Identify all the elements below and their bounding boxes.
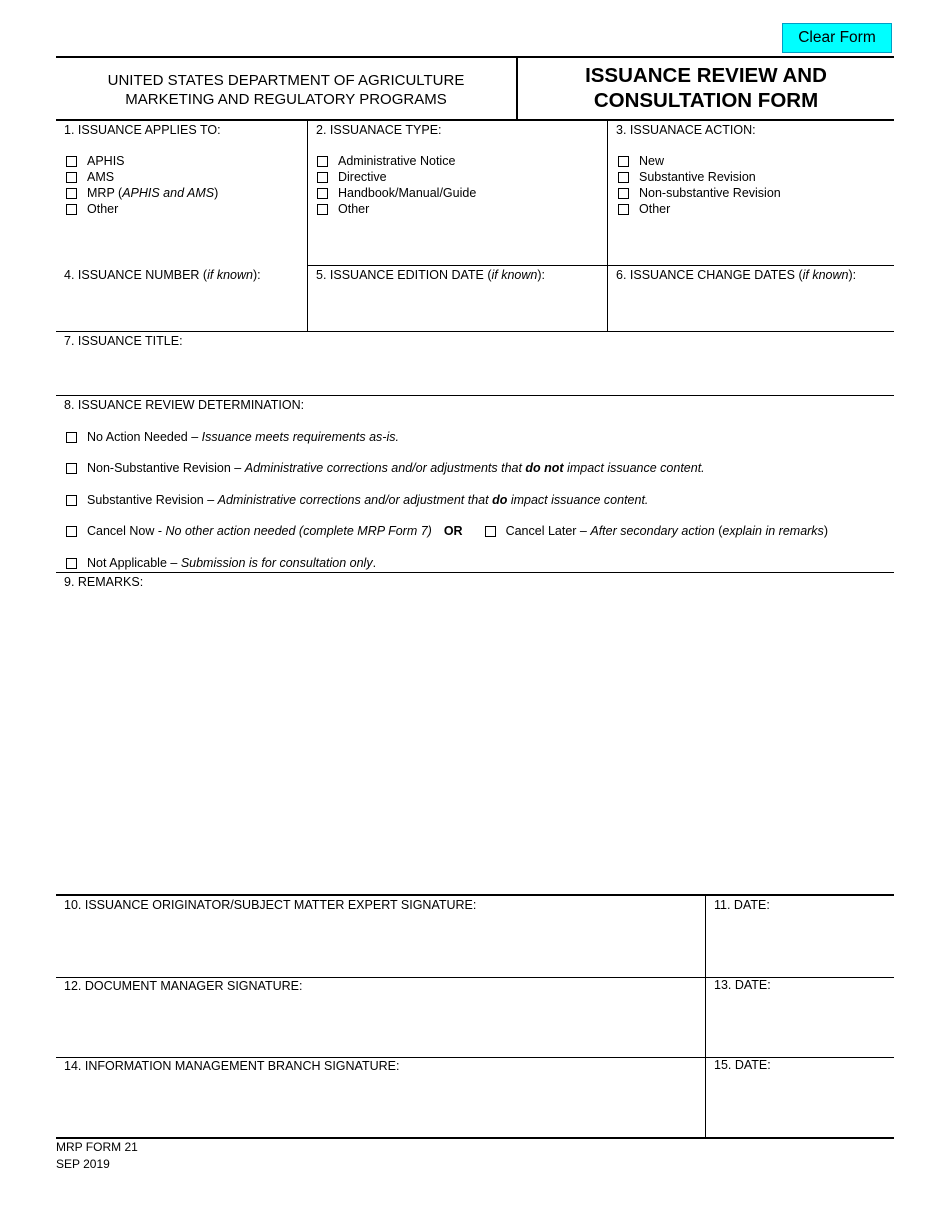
signature-bottom-rule: [56, 1137, 894, 1139]
type-handbook-option[interactable]: [317, 186, 476, 200]
header-bottom-rule: [56, 119, 894, 121]
not-applicable-label-italic: Submission is for consultation only: [180, 556, 373, 570]
handbook-label: Handbook/Manual/Guide: [338, 186, 477, 200]
not-applicable-label-a: Not Applicable –: [87, 556, 181, 570]
document-manager-date-label: 13. DATE:: [714, 978, 771, 992]
aphis-checkbox[interactable]: [66, 156, 77, 167]
cancel-option-row: [66, 524, 828, 538]
non-substantive-label-a: Non-Substantive Revision –: [87, 461, 245, 475]
action-substantive-option[interactable]: [618, 170, 756, 184]
document-manager-signature-label: 12. DOCUMENT MANAGER SIGNATURE:: [64, 979, 303, 993]
section6-label: [616, 268, 856, 282]
not-applicable-label: [87, 556, 376, 570]
or-label: OR: [443, 524, 463, 538]
non-substantive-label: [87, 461, 705, 475]
applies-ams-option[interactable]: [66, 170, 114, 184]
header-top-rule: [56, 56, 894, 58]
section6-label-italic: if known: [802, 268, 849, 282]
clear-form-button[interactable]: Clear Form: [782, 23, 892, 53]
no-action-checkbox[interactable]: [66, 432, 77, 443]
no-action-label: [87, 430, 399, 444]
remarks-field[interactable]: [60, 594, 890, 890]
document-manager-signature-field[interactable]: [60, 997, 700, 1053]
section4-label-italic: if known: [207, 268, 253, 282]
cancel-later-label-italic: After secondary action: [590, 524, 715, 538]
substantive-label-end: impact issuance content.: [507, 493, 649, 507]
applies-other-checkbox[interactable]: [66, 204, 77, 215]
form-title-line-1: ISSUANCE REVIEW AND: [585, 64, 827, 87]
row1-bottom-rule: [307, 265, 894, 266]
row1-divider-2: [607, 121, 608, 331]
issuance-change-dates-field[interactable]: [611, 286, 891, 328]
cancel-later-checkbox[interactable]: [485, 526, 496, 537]
non-substantive-revision-checkbox[interactable]: [618, 188, 629, 199]
ams-checkbox[interactable]: [66, 172, 77, 183]
action-other-option[interactable]: [618, 202, 670, 216]
directive-label: Directive: [338, 170, 387, 184]
section4-label-a: 4. ISSUANCE NUMBER (: [64, 268, 208, 282]
signature-top-rule: [56, 894, 894, 896]
row2-bottom-rule: [56, 331, 894, 332]
type-directive-option[interactable]: [317, 170, 387, 184]
substantive-label: [87, 493, 648, 507]
originator-signature-label: 10. ISSUANCE ORIGINATOR/SUBJECT MATTER EXPERT SIGNATURE:: [64, 898, 477, 912]
type-admin-notice-option[interactable]: [317, 154, 455, 168]
form-number: MRP FORM 21: [56, 1140, 138, 1154]
directive-checkbox[interactable]: [317, 172, 328, 183]
originator-date-field[interactable]: [709, 916, 891, 974]
ams-label: AMS: [87, 170, 115, 184]
action-non-substantive-option[interactable]: [618, 186, 781, 200]
aphis-label: APHIS: [87, 154, 125, 168]
section5-label-c: ):: [537, 268, 545, 282]
section7-label: 7. ISSUANCE TITLE:: [64, 334, 183, 348]
section6-label-a: 6. ISSUANCE CHANGE DATES (: [616, 268, 803, 282]
issuance-title-field[interactable]: [60, 352, 890, 392]
section8-bottom-rule: [56, 572, 894, 573]
mrp-checkbox[interactable]: [66, 188, 77, 199]
substantive-label-italic: Administrative corrections and/or adjustment that: [217, 493, 493, 507]
mrp-label-a: MRP (: [87, 186, 123, 200]
substantive-option[interactable]: [66, 493, 648, 507]
no-action-label-a: No Action Needed –: [87, 430, 202, 444]
form-revision-date: SEP 2019: [56, 1157, 110, 1171]
substantive-revision-label: Substantive Revision: [639, 170, 756, 184]
non-substantive-revision-label: Non-substantive Revision: [639, 186, 781, 200]
cancel-later-label: [506, 524, 828, 538]
cancel-now-label-a: Cancel Now -: [87, 524, 166, 538]
new-checkbox[interactable]: [618, 156, 629, 167]
section6-label-c: ):: [848, 268, 857, 282]
type-other-label: Other: [338, 202, 370, 216]
handbook-checkbox[interactable]: [317, 188, 328, 199]
issuance-number-field[interactable]: [60, 286, 304, 328]
action-other-label: Other: [639, 202, 671, 216]
department-line-1: UNITED STATES DEPARTMENT OF AGRICULTURE: [107, 72, 465, 89]
form-title-line-2: CONSULTATION FORM: [593, 89, 819, 112]
form-title: [518, 63, 894, 113]
mrp-label-italic: APHIS and AMS: [122, 186, 215, 200]
non-substantive-label-end: impact issuance content.: [563, 461, 705, 475]
document-manager-date-field[interactable]: [709, 997, 891, 1053]
mrp-label: [87, 186, 218, 200]
type-other-checkbox[interactable]: [317, 204, 328, 215]
imb-date-field[interactable]: [709, 1077, 891, 1133]
non-substantive-option[interactable]: [66, 461, 705, 475]
type-other-option[interactable]: [317, 202, 369, 216]
no-action-option[interactable]: [66, 430, 399, 444]
cancel-later-label-italic-2: explain in remarks: [722, 524, 824, 538]
section5-label: [316, 268, 545, 282]
substantive-revision-checkbox[interactable]: [618, 172, 629, 183]
section3-label: 3. ISSUANACE ACTION:: [616, 123, 756, 137]
cancel-later-label-a: Cancel Later –: [505, 524, 591, 538]
department-name: [56, 71, 516, 109]
cancel-now-checkbox[interactable]: [66, 526, 77, 537]
substantive-checkbox[interactable]: [66, 495, 77, 506]
applies-aphis-option[interactable]: [66, 154, 125, 168]
action-other-checkbox[interactable]: [618, 204, 629, 215]
section8-label: 8. ISSUANCE REVIEW DETERMINATION:: [64, 398, 305, 412]
cancel-later-label-c: (: [714, 524, 723, 538]
applies-mrp-option[interactable]: [66, 186, 218, 200]
action-new-option[interactable]: [618, 154, 664, 168]
originator-date-label: 11. DATE:: [714, 898, 770, 912]
new-label: New: [639, 154, 665, 168]
substantive-label-bold: do: [492, 493, 508, 507]
no-action-label-italic: Issuance meets requirements as-is.: [201, 430, 399, 444]
non-substantive-label-italic: Administrative corrections and/or adjustments that: [244, 461, 526, 475]
signature-divider: [705, 895, 706, 1138]
department-line-2: MARKETING AND REGULATORY PROGRAMS: [125, 91, 447, 108]
mrp-label-c: ): [214, 186, 219, 200]
imb-date-label: 15. DATE:: [714, 1058, 771, 1072]
cancel-now-label: [87, 524, 432, 538]
imb-signature-label: 14. INFORMATION MANAGEMENT BRANCH SIGNATURE:: [64, 1059, 400, 1073]
non-substantive-label-bold: do not: [525, 461, 564, 475]
admin-notice-checkbox[interactable]: [317, 156, 328, 167]
section5-label-a: 5. ISSUANCE EDITION DATE (: [316, 268, 492, 282]
section9-label: 9. REMARKS:: [64, 575, 144, 589]
applies-other-option[interactable]: [66, 202, 118, 216]
section4-label: [64, 268, 261, 282]
section2-label: 2. ISSUANACE TYPE:: [316, 123, 442, 137]
section7-bottom-rule: [56, 395, 894, 396]
not-applicable-label-c: .: [372, 556, 377, 570]
originator-signature-field[interactable]: [60, 916, 700, 974]
row1-divider-1: [307, 121, 308, 331]
section1-label: 1. ISSUANCE APPLIES TO:: [64, 123, 221, 137]
admin-notice-label: Administrative Notice: [338, 154, 456, 168]
not-applicable-checkbox[interactable]: [66, 558, 77, 569]
applies-other-label: Other: [87, 202, 119, 216]
section4-label-c: ):: [252, 268, 261, 282]
form-footer: [56, 1139, 138, 1173]
imb-signature-field[interactable]: [60, 1077, 700, 1133]
section5-label-italic: if known: [491, 268, 538, 282]
cancel-later-label-e: ): [823, 524, 828, 538]
substantive-label-a: Substantive Revision –: [87, 493, 218, 507]
not-applicable-option[interactable]: [66, 556, 376, 570]
cancel-now-label-italic: No other action needed (complete MRP Form 7): [165, 524, 432, 538]
non-substantive-checkbox[interactable]: [66, 463, 77, 474]
issuance-edition-date-field[interactable]: [311, 286, 604, 328]
